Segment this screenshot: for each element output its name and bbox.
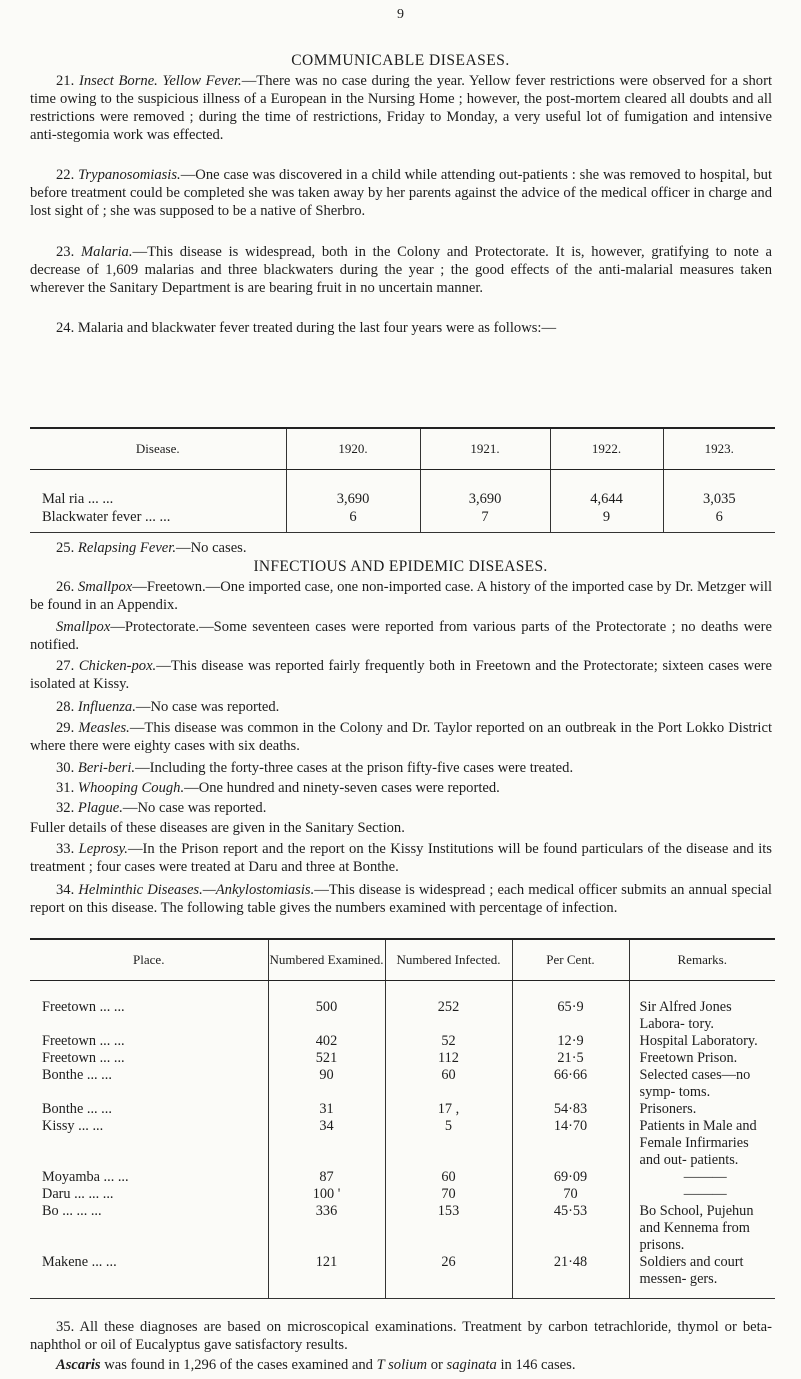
column-header: Disease. (30, 428, 286, 469)
table-cell: Bo School, Pujehun and Kennema from prisons. (629, 1203, 775, 1254)
table-row (30, 1067, 775, 1101)
page-title: COMMUNICABLE DISEASES. (291, 52, 510, 69)
table-cell: 87 (268, 1169, 385, 1186)
paragraph-number: 30. (56, 760, 75, 776)
table-row (30, 1169, 775, 1186)
paragraph-text: in 146 cases. (500, 1357, 576, 1373)
table-cell: 90 (268, 1067, 385, 1101)
table-cell: 70 (512, 1186, 629, 1203)
table-cell: Freetown ... ... (42, 998, 125, 1015)
table-row (30, 1186, 775, 1203)
paragraph-text: —One case was discovered in a child while attending out-patients : she was removed to hospital, but before treatment could be completed she was taken away by her parents against the advice of the medical officer in charge and lost sight of ; she was supposed to be a native of Sherbro. (30, 167, 772, 219)
malaria-table (30, 427, 775, 533)
paragraph-heading: Beri-beri. (77, 760, 136, 776)
table-cell: 6 (663, 508, 775, 533)
paragraph-heading: Relapsing Fever. (77, 540, 176, 556)
table-cell: 66·66 (512, 1067, 629, 1101)
table-cell: 402 (268, 1033, 385, 1050)
species-name: saginata (446, 1357, 497, 1373)
table-cell: 60 (385, 1169, 512, 1186)
paragraph-23 (30, 243, 772, 297)
table-row (30, 1118, 775, 1169)
table-cell: 60 (385, 1067, 512, 1101)
table-row (30, 1203, 775, 1254)
table-cell: 521 (268, 1050, 385, 1067)
paragraph-32b (30, 819, 772, 837)
table-cell: Bonthe ... ... (42, 1100, 112, 1117)
table-cell: Hospital Laboratory. (629, 1033, 775, 1050)
paragraph-heading: Malaria. (80, 244, 133, 260)
table-cell: 100 ' (268, 1186, 385, 1203)
column-header: 1920. (286, 428, 420, 469)
column-header: 1923. (663, 428, 775, 469)
table-cell: Patients in Male and Female Infirmaries and out- patients. (629, 1118, 775, 1169)
paragraph-27 (30, 657, 772, 693)
table-cell: Makene ... ... (30, 1254, 268, 1299)
helminthic-table (30, 938, 775, 1299)
paragraph-32 (30, 799, 772, 817)
paragraph-30 (30, 759, 772, 777)
table-cell: Kissy ... ... (42, 1117, 104, 1134)
species-name: T solium (376, 1357, 428, 1373)
table-cell: 336 (268, 1203, 385, 1254)
table-row (30, 980, 775, 1033)
paragraph-text: —No case was reported. (122, 800, 267, 816)
table-cell: Bo ... ... ... (42, 1202, 102, 1219)
paragraph-heading: Helminthic Diseases.—Ankylostomiasis. (78, 882, 315, 898)
paragraph-number: 26. (56, 579, 75, 595)
paragraph-number: 22. (56, 167, 75, 183)
paragraph-heading: Insect Borne. Yellow Fever. (78, 73, 242, 89)
paragraph-text: Malaria and blackwater fever treated during the last four years were as follows:— (77, 320, 557, 336)
table-cell: 5 (385, 1118, 512, 1169)
paragraph-heading: Influenza. (77, 699, 136, 715)
table-cell: Selected cases—no symp- toms. (629, 1067, 775, 1101)
paragraph-text: was found in 1,296 of the cases examined and (104, 1357, 373, 1373)
table-cell: Sir Alfred Jones Labora- tory. (629, 980, 775, 1033)
paragraph-heading: Smallpox (77, 579, 133, 595)
paragraph-25 (30, 539, 772, 557)
table-cell: Soldiers and court messen- gers. (629, 1254, 775, 1299)
paragraph-28 (30, 698, 772, 716)
table-cell: 26 (385, 1254, 512, 1299)
column-header: Per Cent. (512, 939, 629, 980)
paragraph-text: —Protectorate.—Some seventeen cases were reported from various parts of the Protectorate ; no deaths were notified. (30, 619, 772, 653)
table-cell: 70 (385, 1186, 512, 1203)
table-cell: Mal ria ... ... (42, 490, 114, 507)
paragraph-34 (30, 881, 772, 917)
table-header-row (30, 428, 775, 469)
table-cell: 17 , (385, 1101, 512, 1118)
table-cell: 6 (286, 508, 420, 533)
table-cell: 3,690 (286, 469, 420, 508)
table-row (30, 1033, 775, 1050)
paragraph-heading: Smallpox (56, 619, 111, 635)
paragraph-text: —This disease is widespread ; each medical officer submits an annual special report on this disease. The following table gives the numbers examined with percentage of infection. (30, 882, 772, 916)
paragraph-heading: Trypanosomiasis. (78, 167, 181, 183)
table-cell: 14·70 (512, 1118, 629, 1169)
paragraph-number: 21. (56, 73, 75, 89)
column-header: Numbered Examined. (268, 939, 385, 980)
table-cell: 45·53 (512, 1203, 629, 1254)
paragraph-35b (30, 1356, 772, 1374)
table-cell: 7 (420, 508, 550, 533)
species-name: Ascaris (56, 1357, 101, 1373)
paragraph-number: 34. (56, 882, 75, 898)
table-cell: ——— (629, 1186, 775, 1203)
paragraph-29 (30, 719, 772, 755)
table-cell: Daru ... ... ... (42, 1185, 114, 1202)
paragraph-number: 23. (56, 244, 75, 260)
table-cell: 153 (385, 1203, 512, 1254)
paragraph-21 (30, 72, 772, 144)
paragraph-text: —No case was reported. (135, 699, 280, 715)
table-cell: 31 (268, 1101, 385, 1118)
paragraph-text: or (430, 1357, 443, 1373)
paragraph-number: 35. (56, 1319, 75, 1335)
paragraph-text: —This disease was reported fairly frequently both in Freetown and the Protectorate; sixteen cases were isolated at Kissy. (30, 658, 772, 692)
paragraph-number: 25. (56, 540, 75, 556)
table-cell: 3,690 (420, 469, 550, 508)
table-cell: 54·83 (512, 1101, 629, 1118)
paragraph-text: Fuller details of these diseases are given in the Sanitary Section. (30, 820, 405, 836)
table-cell: 12·9 (512, 1033, 629, 1050)
paragraph-number: 28. (56, 699, 75, 715)
paragraph-35 (30, 1318, 772, 1354)
table-row (30, 1101, 775, 1118)
column-header: Numbered Infected. (385, 939, 512, 980)
table-cell: 121 (268, 1254, 385, 1299)
paragraph-number: 24. (56, 320, 75, 336)
table-cell: 65·9 (512, 980, 629, 1033)
table-cell: ——— (629, 1169, 775, 1186)
paragraph-24 (30, 319, 772, 337)
paragraph-number: 27. (56, 658, 75, 674)
paragraph-text: —This disease was common in the Colony and Dr. Taylor reported on an outbreak in the Port Lokko District where there were eighty cases with six deaths. (30, 720, 772, 754)
table-cell: 3,035 (663, 469, 775, 508)
paragraph-heading: Measles. (78, 720, 130, 736)
table-cell: Bonthe ... ... (42, 1066, 112, 1083)
table-cell: Freetown Prison. (629, 1050, 775, 1067)
paragraph-26b (30, 618, 772, 654)
table-row (30, 1254, 775, 1299)
paragraph-22 (30, 166, 772, 220)
column-header: 1921. (420, 428, 550, 469)
paragraph-text: —One hundred and ninety-seven cases were reported. (184, 780, 500, 796)
column-header: Place. (30, 939, 268, 980)
paragraph-text: —This disease is widespread, both in the Colony and Protectorate. It is, however, gratifying to note a decrease of 1,609 malarias and three blackwaters during the year ; the good effects of the anti-malarial measures taken wherever the Sanitary Department is are bearing fruit in no uncertain manner. (30, 244, 773, 296)
paragraph-26 (30, 578, 772, 614)
paragraph-heading: Whooping Cough. (77, 780, 185, 796)
table-cell: 252 (385, 980, 512, 1033)
table-cell: 4,644 (550, 469, 663, 508)
paragraph-text: —No cases. (175, 540, 247, 556)
paragraph-number: 32. (56, 800, 75, 816)
paragraph-number: 33. (56, 841, 75, 857)
table-cell: Blackwater fever ... ... (30, 508, 286, 533)
section-title: INFECTIOUS AND EPIDEMIC DISEASES. (253, 558, 548, 575)
table-cell: Moyamba ... ... (42, 1168, 129, 1185)
table-row (30, 469, 775, 508)
paragraph-text: —Freetown.—One imported case, one non-imported case. A history of the imported case by Dr. Metzger will be found in an Appendix. (30, 579, 773, 613)
paragraph-number: 29. (56, 720, 75, 736)
paragraph-text: —In the Prison report and the report on the Kissy Institutions will be found particulars of the disease and its treatment ; four cases were treated at Daru and three at Bonthe. (30, 841, 772, 875)
table-cell: Freetown ... ... (42, 1032, 125, 1049)
table-cell: 9 (550, 508, 663, 533)
column-header: Remarks. (629, 939, 775, 980)
paragraph-number: 31. (56, 780, 75, 796)
paragraph-text: All these diagnoses are based on microscopical examinations. Treatment by carbon tetrachloride, thymol or beta-naphthol or oil of Eucalyptus gave satisfactory results. (30, 1319, 772, 1353)
table-cell: 500 (268, 980, 385, 1033)
table-cell: 112 (385, 1050, 512, 1067)
table-cell: 34 (268, 1118, 385, 1169)
paragraph-heading: Leprosy. (78, 841, 128, 857)
table-header-row (30, 939, 775, 980)
paragraph-33 (30, 840, 772, 876)
paragraph-text: —Including the forty-three cases at the prison fifty-five cases were treated. (135, 760, 574, 776)
paragraph-text: —There was no case during the year. Yellow fever restrictions were observed for a short time owing to the suspicious illness of a European in the Nursing Home ; however, the post-mortem cleared all doubts and all restrictions were removed ; during the time of restrictions, Friday to Monday, a very useful lot of fumigation and intensive anti-stegomia work was effected. (30, 73, 772, 143)
table-cell: Freetown ... ... (42, 1049, 125, 1066)
table-cell: 69·09 (512, 1169, 629, 1186)
table-cell: 21·5 (512, 1050, 629, 1067)
paragraph-heading: Chicken-pox. (78, 658, 157, 674)
table-cell: 52 (385, 1033, 512, 1050)
table-cell: Prisoners. (629, 1101, 775, 1118)
table-row (30, 1050, 775, 1067)
paragraph-heading: Plague. (77, 800, 123, 816)
paragraph-31 (30, 779, 772, 797)
table-cell: 21·48 (512, 1254, 629, 1299)
column-header: 1922. (550, 428, 663, 469)
table-row (30, 508, 775, 533)
page-number: 9 (397, 7, 404, 22)
